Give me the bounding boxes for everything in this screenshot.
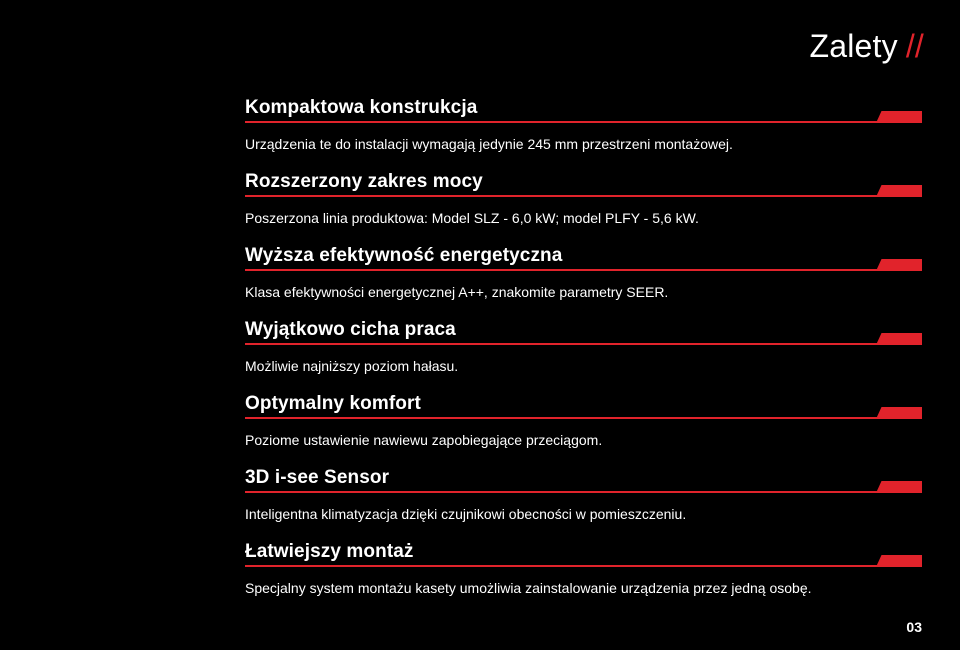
feature-divider	[245, 416, 922, 428]
feature-title: 3D i-see Sensor	[245, 467, 390, 488]
feature-divider	[245, 268, 922, 280]
features-list	[245, 97, 922, 615]
feature-title: Optymalny komfort	[245, 393, 421, 414]
feature-description: Poziome ustawienie nawiewu zapobiegające przeciągom.	[245, 432, 603, 448]
feature-item	[245, 541, 922, 615]
feature-description: Specjalny system montażu kasety umożliwia zainstalowanie urządzenia przez jedną osobę.	[245, 580, 812, 596]
feature-item	[245, 319, 922, 393]
feature-divider	[245, 342, 922, 354]
feature-divider	[245, 120, 922, 132]
feature-divider	[245, 564, 922, 576]
feature-title: Wyższa efektywność energetyczna	[245, 245, 563, 266]
feature-title: Kompaktowa konstrukcja	[245, 97, 478, 118]
feature-item	[245, 393, 922, 467]
page-number: 03	[906, 619, 922, 635]
feature-description: Inteligentna klimatyzacja dzięki czujnikowi obecności w pomieszczeniu.	[245, 506, 687, 522]
page-title	[809, 28, 924, 65]
feature-title: Rozszerzony zakres mocy	[245, 171, 483, 192]
feature-item	[245, 245, 922, 319]
title-slashes: //	[905, 28, 924, 64]
page-title-text: Zalety	[809, 28, 898, 64]
feature-description: Urządzenia te do instalacji wymagają jedynie 245 mm przestrzeni montażowej.	[245, 136, 733, 152]
feature-title: Łatwiejszy montaż	[245, 541, 414, 562]
feature-description: Poszerzona linia produktowa: Model SLZ - 6,0 kW; model PLFY - 5,6 kW.	[245, 210, 699, 226]
feature-divider	[245, 490, 922, 502]
feature-item	[245, 97, 922, 171]
feature-description: Klasa efektywności energetycznej A++, znakomite parametry SEER.	[245, 284, 669, 300]
feature-title: Wyjątkowo cicha praca	[245, 319, 456, 340]
feature-item	[245, 467, 922, 541]
feature-item	[245, 171, 922, 245]
feature-description: Możliwie najniższy poziom hałasu.	[245, 358, 459, 374]
feature-divider	[245, 194, 922, 206]
